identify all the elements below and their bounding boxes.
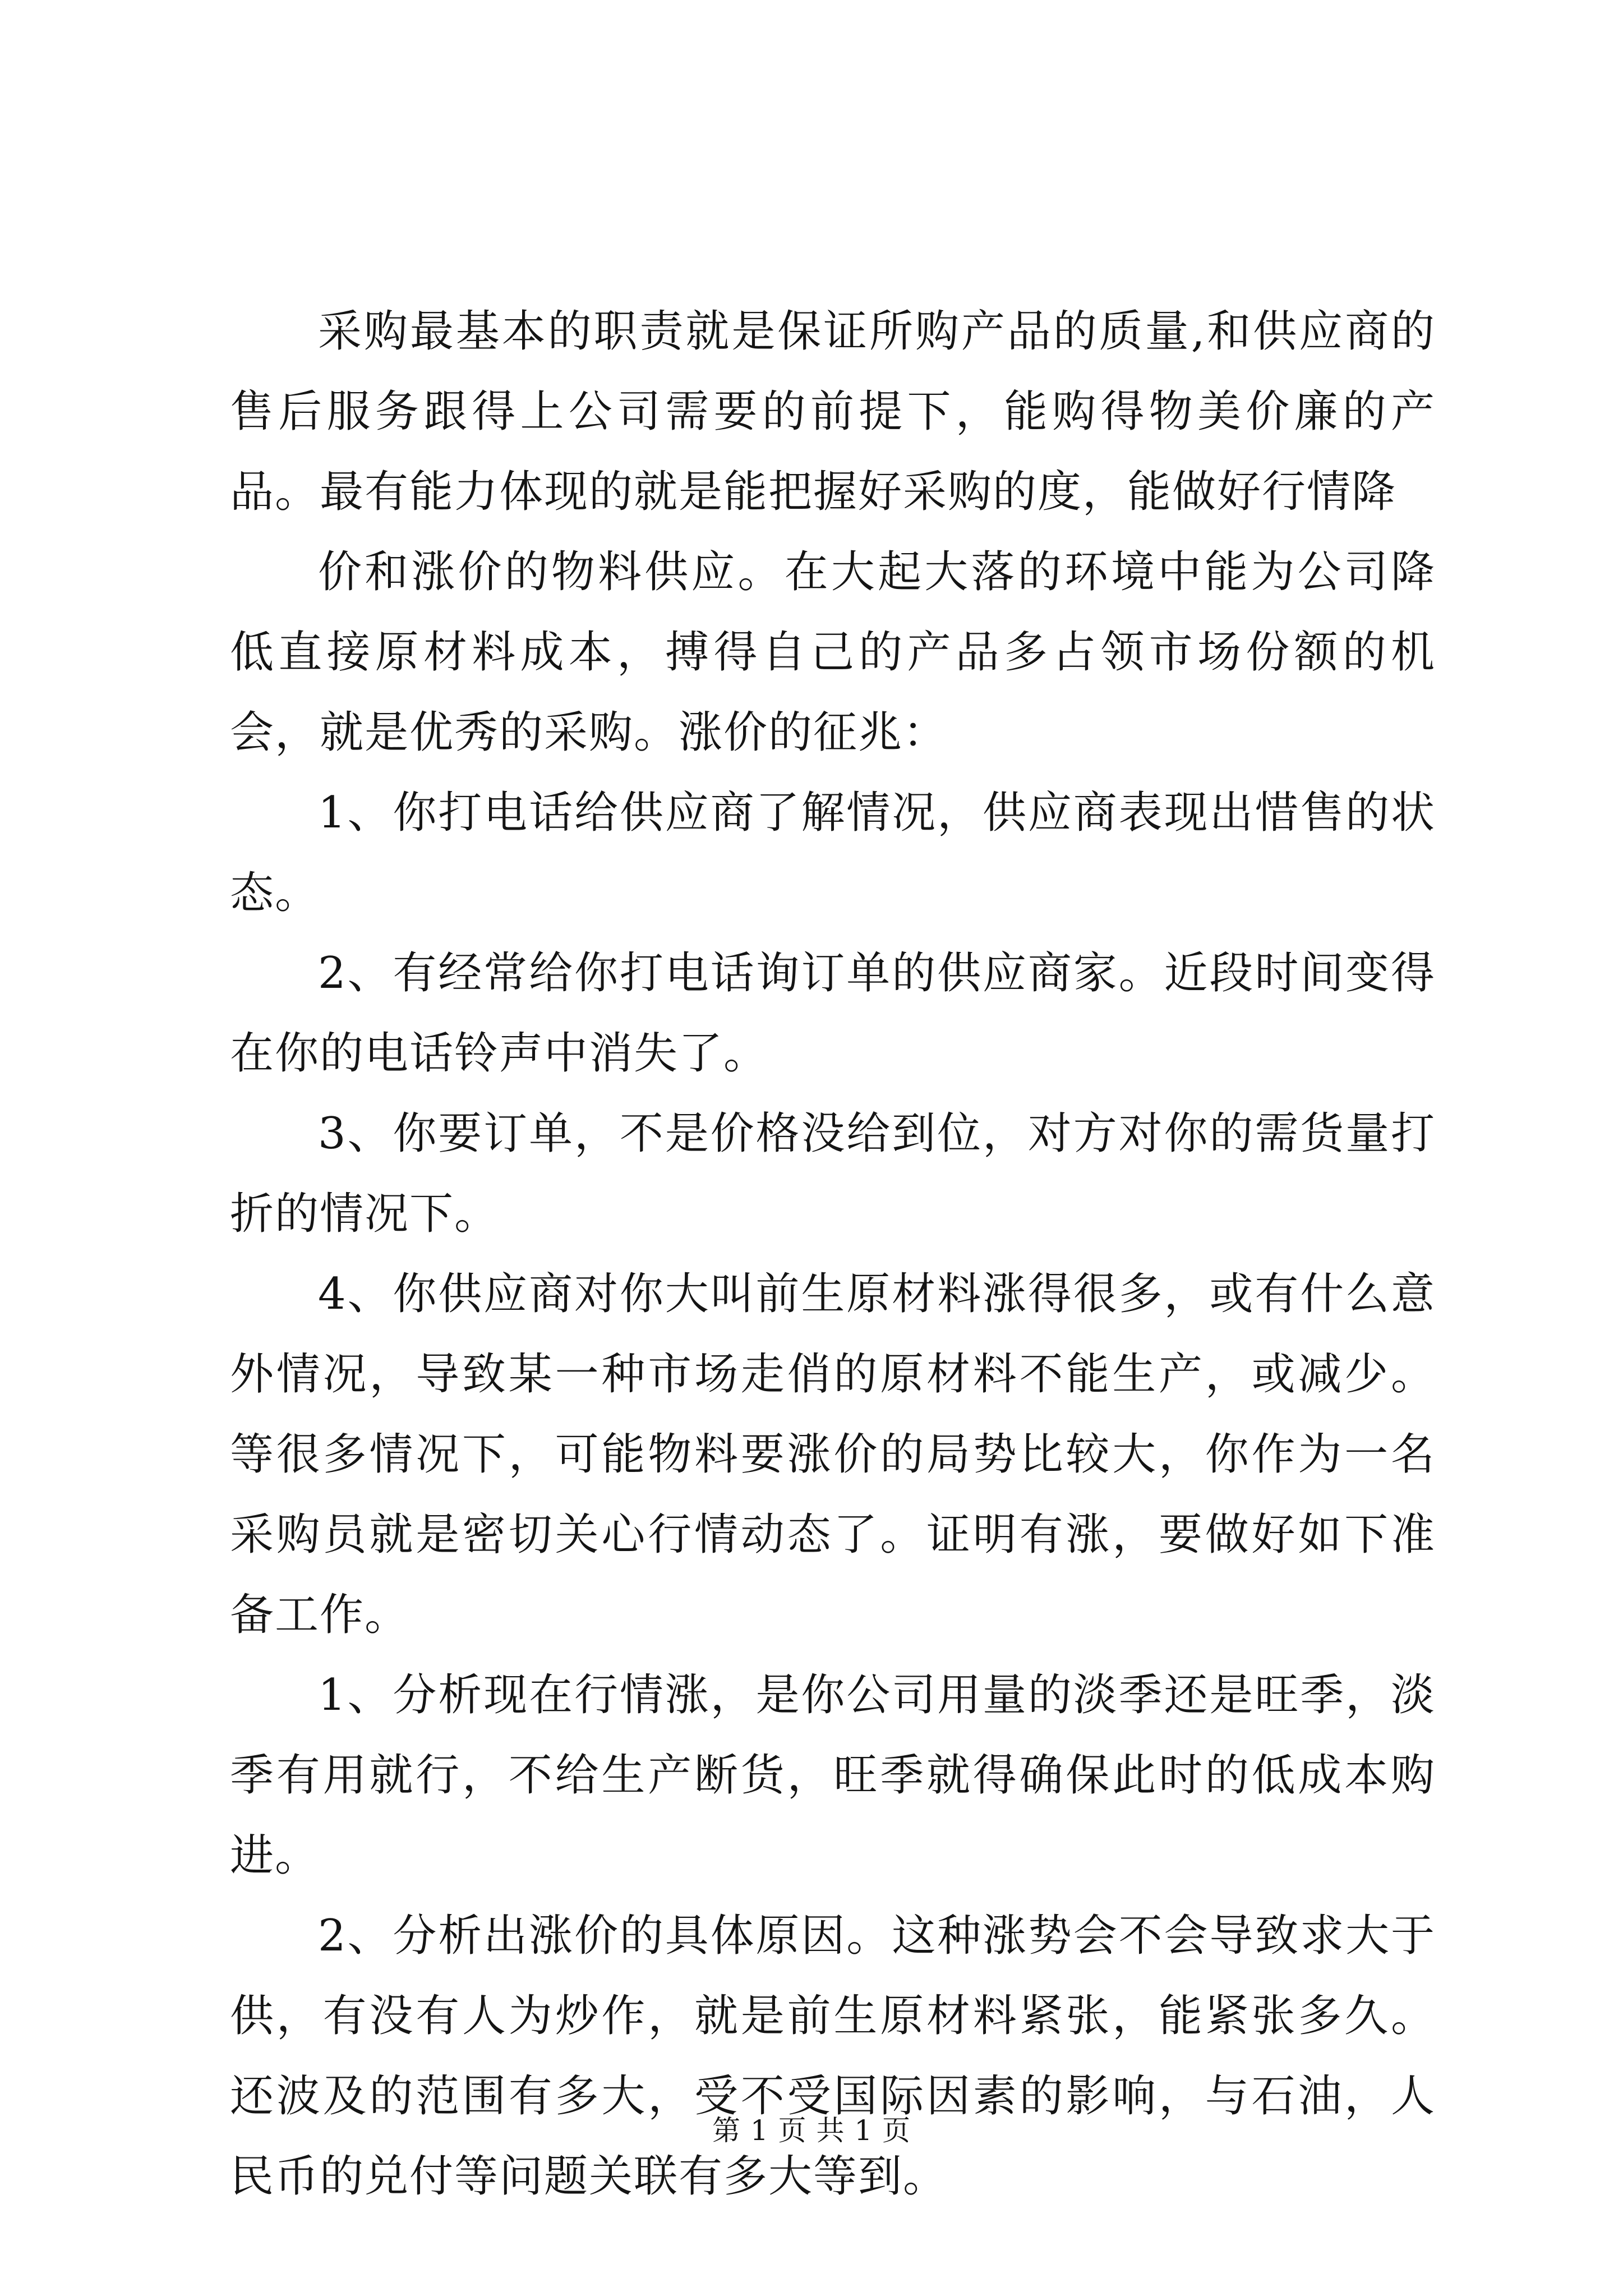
paragraph-8: 2、分析出涨价的具体原因。这种涨势会不会导致求大于供，有没有人为炒作，就是前生原材料紧张，能紧张多久。还波及的范围有多大，受不受国际因素的影响，与石油，人民币的兑付等问题关联有多大等到。 [230,1911,1436,2202]
document-body [230,292,1436,2217]
paragraph-6: 4、你供应商对你大叫前生原材料涨得很多，或有什么意外情况，导致某一种市场走俏的原材料不能生产，或减少。等很多情况下，可能物料要涨价的局势比较大，你作为一名采购员就是密切关心行情动态了。证明有涨，要做好如下准备工作。 [230,1269,1436,1640]
paragraph-1: 采购最基本的职责就是保证所购产品的质量,和供应商的售后服务跟得上公司需要的前提下，能购得物美价廉的产品。最有能力体现的就是能把握好采购的度，能做好行情降 [230,306,1436,517]
paragraph-2: 价和涨价的物料供应。在大起大落的环境中能为公司降低直接原材料成本，搏得自己的产品多占领市场份额的机会，就是优秀的采购。涨价的征兆： [230,547,1436,758]
paragraph-3: 1、你打电话给供应商了解情况，供应商表现出惜售的状态。 [230,788,1436,918]
paragraph-7: 1、分析现在行情涨，是你公司用量的淡季还是旺季，淡季有用就行，不给生产断货，旺季就得确保此时的低成本购进。 [230,1670,1436,1881]
page-number-footer: 第 1 页 共 1 页 [712,2114,911,2147]
paragraph-5: 3、你要订单，不是价格没给到位，对方对你的需货量打折的情况下。 [230,1108,1436,1239]
paragraph-4: 2、有经常给你打电话询订单的供应商家。近段时间变得在你的电话铃声中消失了。 [230,948,1436,1079]
